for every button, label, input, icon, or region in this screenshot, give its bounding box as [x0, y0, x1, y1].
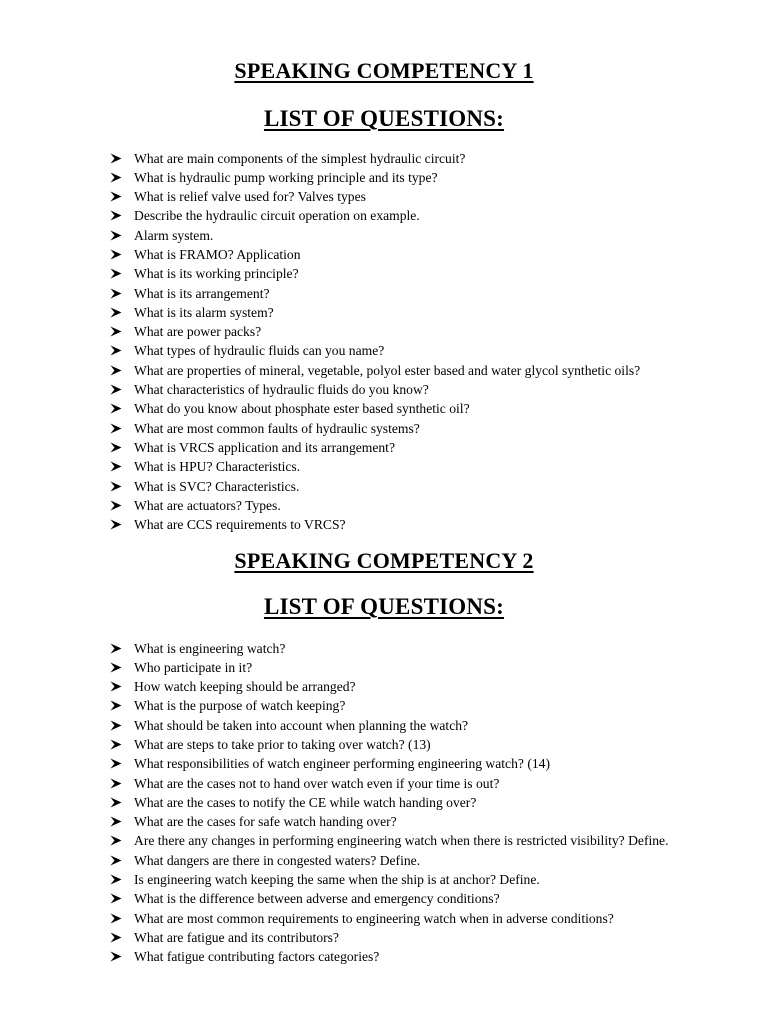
- list-item: [0, 419, 768, 438]
- list-item: [0, 322, 768, 341]
- question-text: What are main components of the simplest hydraulic circuit?: [134, 150, 466, 166]
- question-text: What is the purpose of watch keeping?: [134, 698, 346, 714]
- arrowhead-bullet-icon: [110, 206, 124, 225]
- question-text: What is engineering watch?: [134, 640, 286, 656]
- list-item: [0, 284, 768, 303]
- list-item: [0, 399, 768, 418]
- question-text: What characteristics of hydraulic fluids do you know?: [134, 382, 429, 398]
- arrowhead-bullet-icon: [110, 909, 124, 928]
- question-text: What are most common requirements to engineering watch when in adverse conditions?: [134, 910, 614, 926]
- section1-subheading: LIST OF QUESTIONS:: [263, 106, 505, 131]
- question-text: What fatigue contributing factors categories?: [134, 949, 380, 965]
- arrowhead-bullet-icon: [110, 457, 124, 476]
- question-text: What is its working principle?: [134, 266, 299, 282]
- question-text: What do you know about phosphate ester based synthetic oil?: [134, 401, 470, 417]
- list-item: [0, 226, 768, 245]
- question-text: What is its alarm system?: [134, 304, 274, 320]
- section2-heading: SPEAKING COMPETENCY 2: [234, 548, 534, 573]
- arrowhead-bullet-icon: [110, 639, 124, 658]
- question-text: What are the cases to notify the CE while watch handing over?: [134, 794, 477, 810]
- question-text: What are steps to take prior to taking over watch? (13): [134, 736, 431, 752]
- list-item: [0, 245, 768, 264]
- question-text: Describe the hydraulic circuit operation on example.: [134, 208, 420, 224]
- arrowhead-bullet-icon: [110, 515, 124, 534]
- question-text: What are the cases not to hand over watch even if your time is out?: [134, 775, 500, 791]
- question-text: What is FRAMO? Application: [134, 246, 301, 262]
- arrowhead-bullet-icon: [110, 928, 124, 947]
- arrowhead-bullet-icon: [110, 735, 124, 754]
- list-item: [0, 658, 768, 677]
- arrowhead-bullet-icon: [110, 245, 124, 264]
- arrowhead-bullet-icon: [110, 438, 124, 457]
- arrowhead-bullet-icon: [110, 322, 124, 341]
- list-item: [0, 793, 768, 812]
- question-text: Are there any changes in performing engineering watch when there is restricted visibility? Define.: [134, 833, 669, 849]
- list-item: [0, 639, 768, 658]
- list-item: [0, 206, 768, 225]
- arrowhead-bullet-icon: [110, 303, 124, 322]
- section2-subheading: LIST OF QUESTIONS:: [263, 594, 505, 619]
- list-item: [0, 477, 768, 496]
- list-item: [0, 264, 768, 283]
- list-item: [0, 149, 768, 168]
- list-item: [0, 361, 768, 380]
- question-text: What are fatigue and its contributors?: [134, 929, 339, 945]
- question-text: What are properties of mineral, vegetable, polyol ester based and water glycol synthetic oils?: [134, 362, 641, 378]
- arrowhead-bullet-icon: [110, 168, 124, 187]
- list-item: [0, 851, 768, 870]
- arrowhead-bullet-icon: [110, 658, 124, 677]
- question-text: What are power packs?: [134, 324, 262, 340]
- arrowhead-bullet-icon: [110, 496, 124, 515]
- arrowhead-bullet-icon: [110, 754, 124, 773]
- list-item: [0, 870, 768, 889]
- list-item: [0, 774, 768, 793]
- arrowhead-bullet-icon: [110, 793, 124, 812]
- list-item: [0, 438, 768, 457]
- list-item: [0, 754, 768, 773]
- arrowhead-bullet-icon: [110, 851, 124, 870]
- list-item: [0, 496, 768, 515]
- list-item: [0, 909, 768, 928]
- question-text: Is engineering watch keeping the same when the ship is at anchor? Define.: [134, 872, 540, 888]
- arrowhead-bullet-icon: [110, 361, 124, 380]
- question-text: What is hydraulic pump working principle and its type?: [134, 169, 438, 185]
- arrowhead-bullet-icon: [110, 947, 124, 966]
- question-text: What responsibilities of watch engineer performing engineering watch? (14): [134, 756, 550, 772]
- question-text: Who participate in it?: [134, 659, 253, 675]
- question-text: What dangers are there in congested waters? Define.: [134, 852, 421, 868]
- arrowhead-bullet-icon: [110, 774, 124, 793]
- arrowhead-bullet-icon: [110, 226, 124, 245]
- arrowhead-bullet-icon: [110, 812, 124, 831]
- list-item: [0, 831, 768, 850]
- list-item: [0, 168, 768, 187]
- section1-question-list: [0, 149, 768, 535]
- question-text: What types of hydraulic fluids can you name?: [134, 343, 385, 359]
- question-text: Alarm system.: [134, 227, 214, 243]
- list-item: [0, 928, 768, 947]
- question-text: What are most common faults of hydraulic systems?: [134, 420, 420, 436]
- question-text: What is HPU? Characteristics.: [134, 459, 301, 475]
- question-text: What should be taken into account when planning the watch?: [134, 717, 469, 733]
- question-text: What is SVC? Characteristics.: [134, 478, 300, 494]
- question-text: What are actuators? Types.: [134, 497, 281, 513]
- arrowhead-bullet-icon: [110, 677, 124, 696]
- question-text: What is the difference between adverse and emergency conditions?: [134, 891, 500, 907]
- list-item: [0, 457, 768, 476]
- arrowhead-bullet-icon: [110, 341, 124, 360]
- question-text: How watch keeping should be arranged?: [134, 679, 356, 695]
- arrowhead-bullet-icon: [110, 284, 124, 303]
- arrowhead-bullet-icon: [110, 870, 124, 889]
- arrowhead-bullet-icon: [110, 264, 124, 283]
- section1-heading: SPEAKING COMPETENCY 1: [234, 58, 534, 83]
- list-item: [0, 341, 768, 360]
- arrowhead-bullet-icon: [110, 696, 124, 715]
- list-item: [0, 735, 768, 754]
- arrowhead-bullet-icon: [110, 149, 124, 168]
- arrowhead-bullet-icon: [110, 716, 124, 735]
- list-item: [0, 677, 768, 696]
- arrowhead-bullet-icon: [110, 477, 124, 496]
- list-item: [0, 889, 768, 908]
- list-item: [0, 515, 768, 534]
- arrowhead-bullet-icon: [110, 380, 124, 399]
- arrowhead-bullet-icon: [110, 399, 124, 418]
- list-item: [0, 812, 768, 831]
- list-item: [0, 187, 768, 206]
- question-text: What is VRCS application and its arrangement?: [134, 439, 395, 455]
- list-item: [0, 696, 768, 715]
- section2-question-list: [0, 639, 768, 967]
- list-item: [0, 380, 768, 399]
- question-text: What are the cases for safe watch handing over?: [134, 814, 397, 830]
- question-text: What is its arrangement?: [134, 285, 270, 301]
- list-item: [0, 947, 768, 966]
- question-text: What are CCS requirements to VRCS?: [134, 517, 346, 533]
- list-item: [0, 716, 768, 735]
- arrowhead-bullet-icon: [110, 889, 124, 908]
- list-item: [0, 303, 768, 322]
- question-text: What is relief valve used for? Valves types: [134, 189, 366, 205]
- arrowhead-bullet-icon: [110, 187, 124, 206]
- arrowhead-bullet-icon: [110, 831, 124, 850]
- arrowhead-bullet-icon: [110, 419, 124, 438]
